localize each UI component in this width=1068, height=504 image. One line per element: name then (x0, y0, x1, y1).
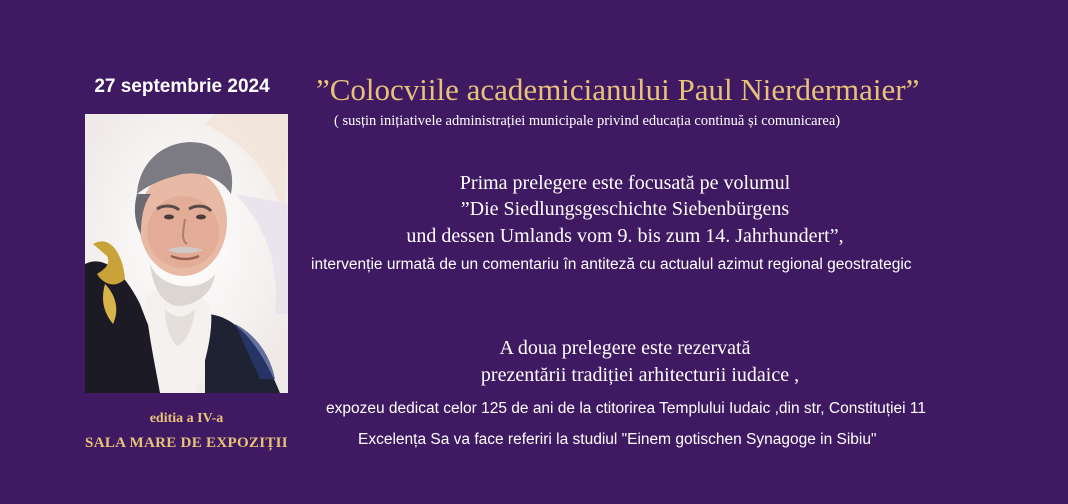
lecture1-line1: Prima prelegere este focusată pe volumul (459, 172, 791, 194)
lecture2-line1: A doua prelegere este rezervată (499, 337, 751, 359)
lecture2-study-reference: Excelența Sa va face referiri la studiul "Einem gotischen Synagoge in Sibiu" (358, 431, 877, 448)
venue-label: SALA MARE DE EXPOZIȚII (85, 435, 288, 451)
lecture1-book-title: ”Die Siedlungsgeschichte Siebenbürgens (460, 198, 790, 220)
lecture2-exposition: expozeu dedicat celor 125 de ani de la ctitorirea Templului Iudaic ,din str, Constituției 11 (326, 400, 926, 417)
lecture1-note: intervenție urmată de un comentariu în antiteză cu actualul azimut regional geostrategic (311, 256, 912, 273)
event-date: 27 septembrie 2024 (94, 76, 270, 97)
lecture2-line2: prezentării tradiției arhitecturii iudaice , (480, 364, 800, 386)
lecture1-book-subtitle: und dessen Umlands vom 9. bis zum 14. Jahrhundert”, (406, 225, 844, 247)
edition-label: editia a IV-a (149, 411, 224, 426)
event-subtitle: ( susțin inițiativele administrației municipale privind educația continuă și comunicarea) (334, 113, 841, 129)
portrait-illustration (85, 114, 288, 393)
portrait-image (85, 114, 288, 393)
event-title: ”Colocviile academicianului Paul Nierdermaier” (316, 72, 920, 107)
